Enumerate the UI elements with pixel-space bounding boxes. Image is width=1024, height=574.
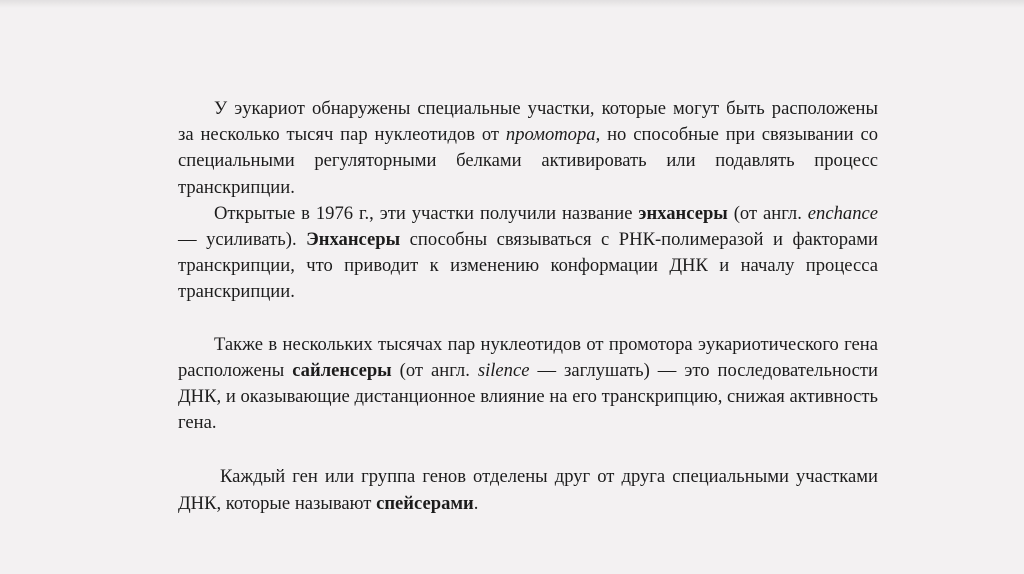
text-segment: Каждый ген или группа генов отделены друг от друга специальными участками ДНК, которые называют [178, 466, 878, 514]
text-segment: — усиливать). [178, 229, 307, 251]
text-segment: (от англ. [727, 202, 808, 224]
text-segment: . [473, 492, 479, 514]
paragraph-gap [178, 306, 878, 332]
bold-term: спейсерами [376, 492, 474, 514]
bold-term: сайленсеры [292, 359, 392, 381]
bold-term: энхансеры [638, 202, 728, 224]
text-segment: способны связываться с РНК-полимеразой и факторами транскрипции, что приводит к изменению конформации ДНК и началу процесса транскрипции. [178, 229, 878, 303]
text-segment: (от англ. [391, 359, 478, 381]
top-shade [0, 0, 1024, 8]
text-block [178, 96, 878, 517]
text-segment: Открытые в 1976 г., эти участки получили название [214, 202, 639, 224]
paragraph-silencers [178, 332, 878, 437]
italic-term: silence [477, 359, 530, 381]
paragraph-gap [178, 436, 878, 464]
bold-term: Энхансеры [306, 229, 401, 251]
paragraph-enhancer-intro [178, 96, 878, 201]
paragraph-enhancers [178, 201, 878, 306]
text-segment: — заглушать) — это последовательности ДНК, и оказывающие дистанционное влияние на его транскрипцию, снижая активность гена. [178, 359, 878, 434]
italic-term: enchance [807, 202, 878, 224]
italic-term: промотора [505, 124, 596, 146]
text-segment: У эукариот обнаружены специальные участки, которые могут быть расположены за несколько тысяч пар нуклеотидов от [178, 98, 878, 146]
text-segment: Также в нескольких тысячах пар нуклеотидов от промотора эукариотического гена расположены [178, 333, 878, 381]
text-segment: , но способные при связывании со специальными регуляторными белками активировать или подавлять процесс транскрипции. [178, 124, 879, 198]
paragraph-spacers [178, 464, 878, 516]
